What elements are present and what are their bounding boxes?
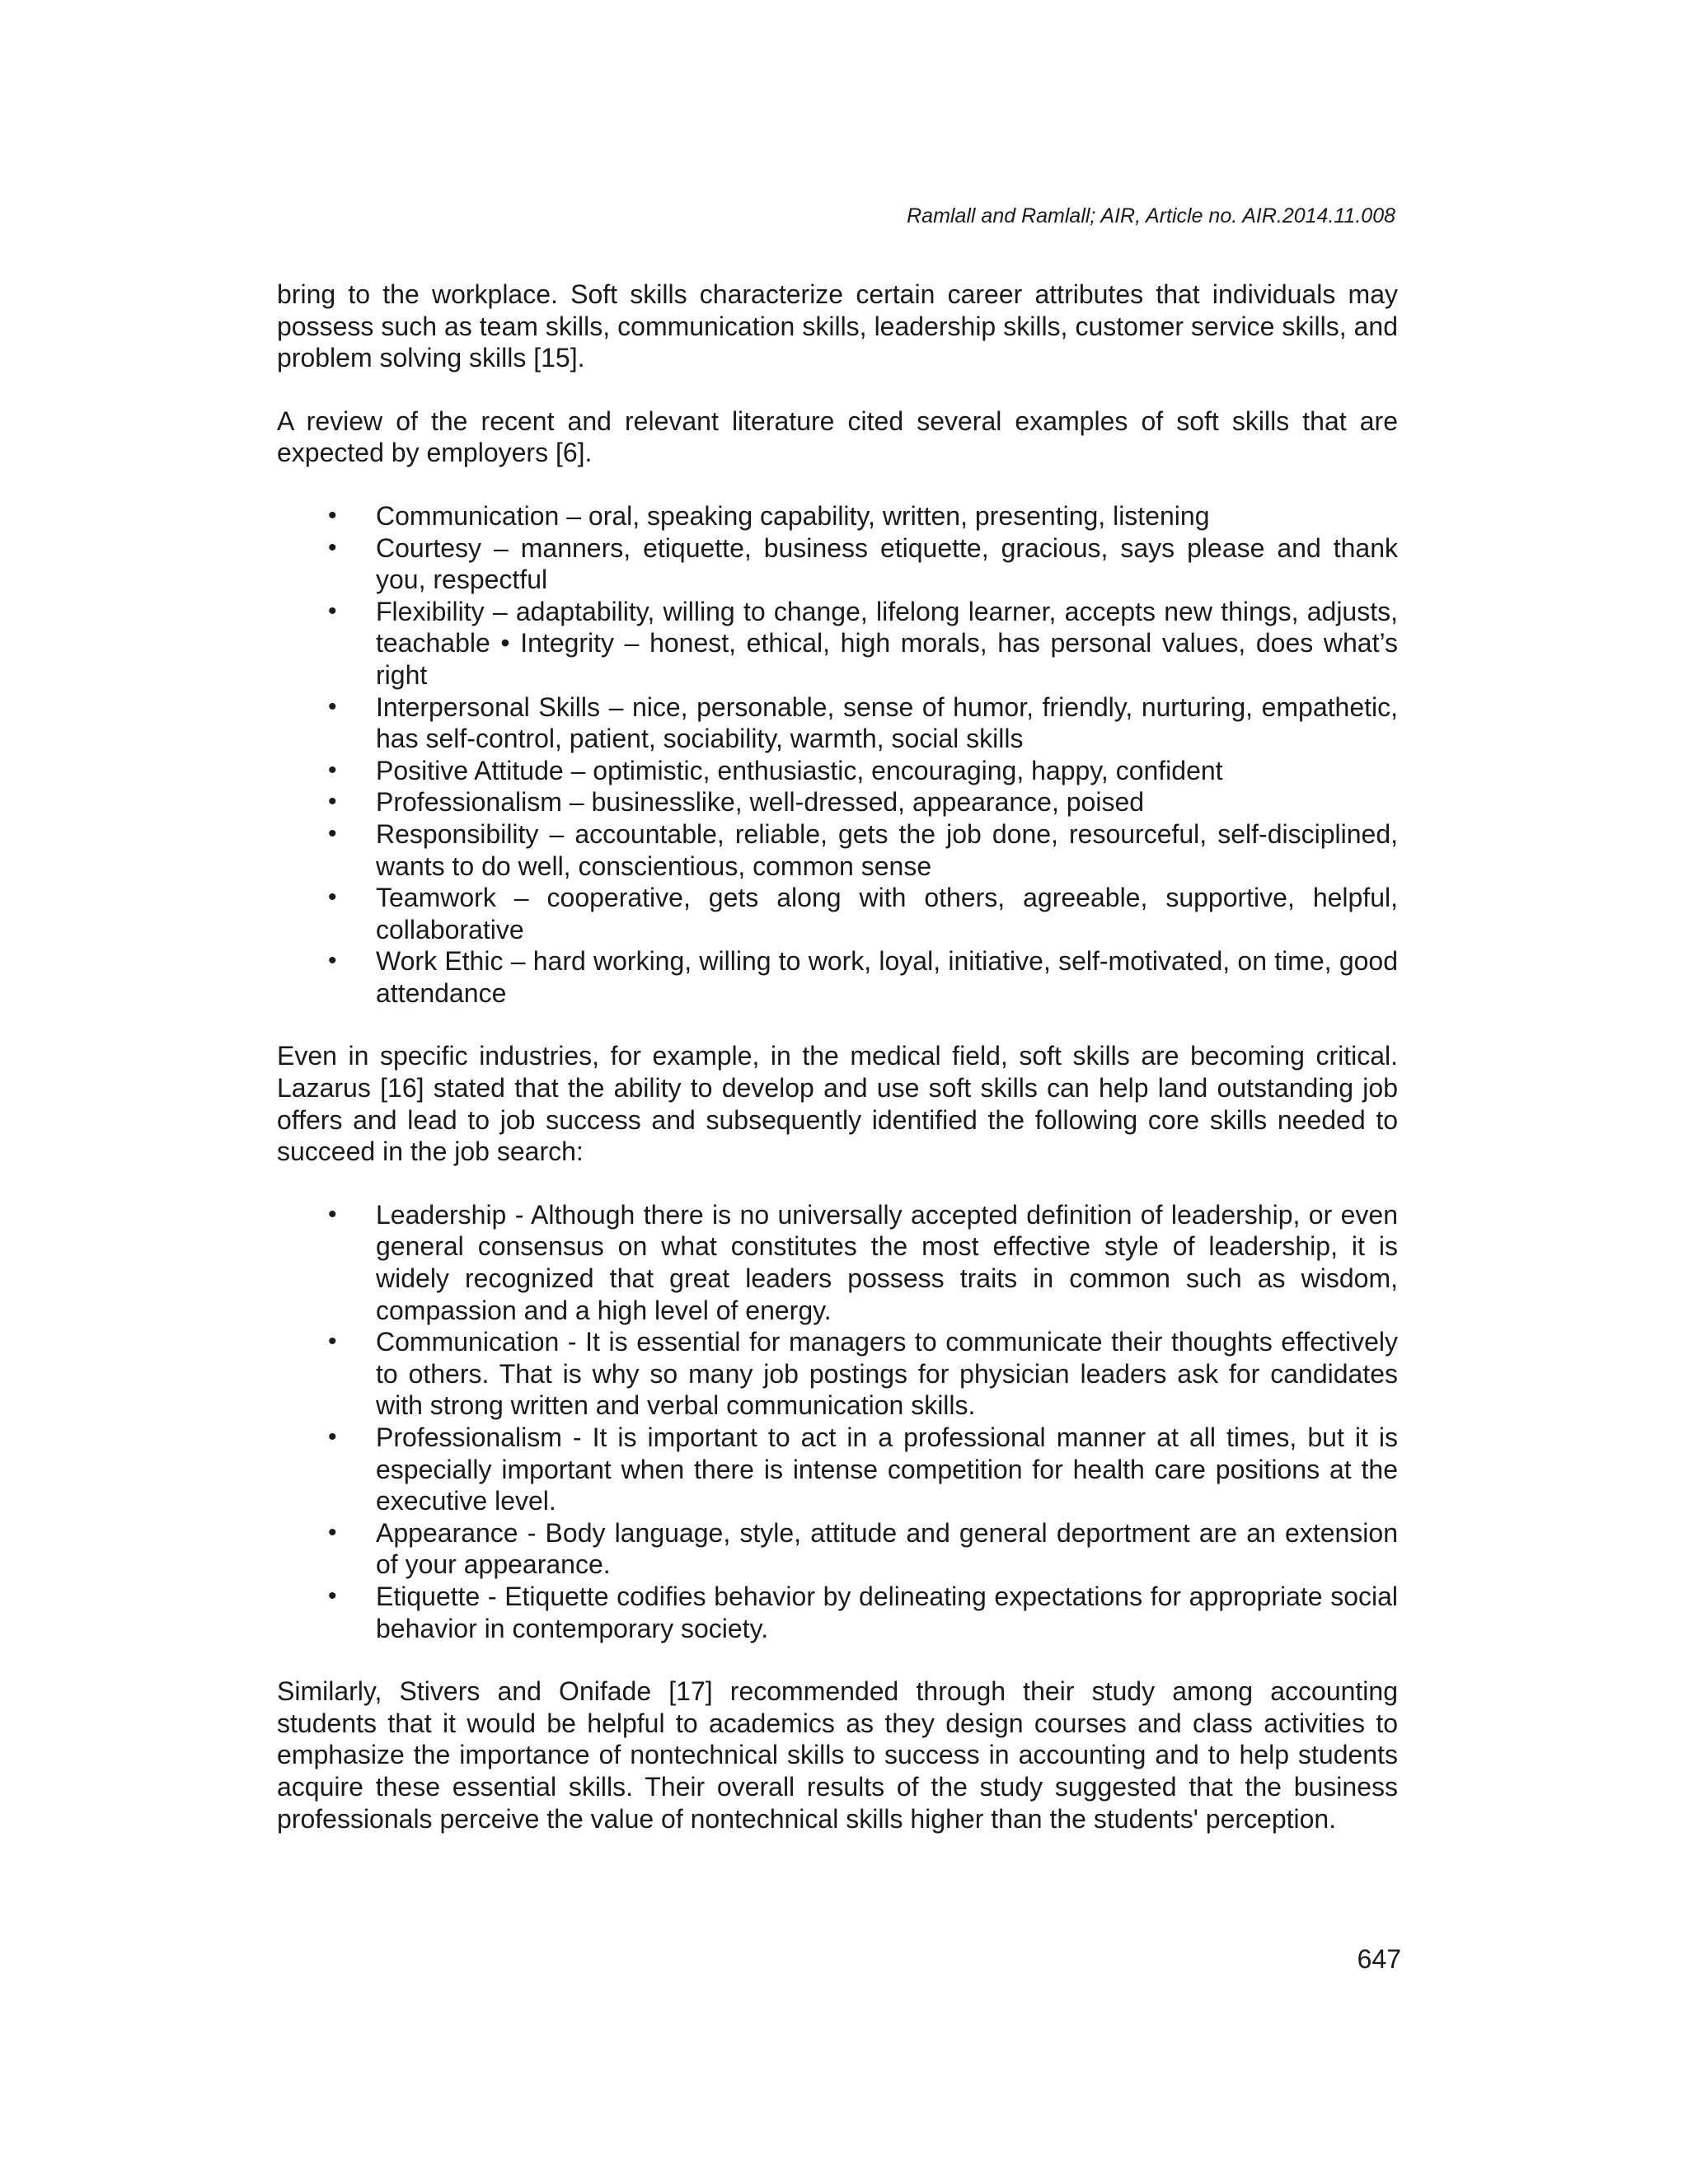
list-item-text: Etiquette - Etiquette codifies behavior by delineating expectations for appropriate social behavior in contemporary society.	[376, 1581, 1398, 1643]
bullet-icon: •	[328, 947, 337, 975]
list-item	[277, 1422, 1398, 1517]
list-item	[277, 1517, 1398, 1581]
bullet-icon: •	[328, 788, 337, 816]
paragraph: Similarly, Stivers and Onifade [17] recommended through their study among accounting students that it would be helpful to academics as they design courses and class activities to emphasize the importance of nontechnical skills to success in accounting and to help students acquire these essential skills. Their overall results of the study suggested that the business professionals perceive the value of nontechnical skills higher than the students' perception.	[277, 1676, 1398, 1834]
bullet-icon: •	[328, 819, 337, 847]
list-item	[277, 945, 1398, 1009]
main-text	[277, 279, 1398, 1866]
bullet-icon: •	[328, 1518, 337, 1546]
list-item-text: Flexibility – adaptability, willing to change, lifelong learner, accepts new things, adjusts, teachable • Integrity – honest, ethical, high morals, has personal values, does what’s right	[376, 596, 1398, 690]
list-item	[277, 1581, 1398, 1644]
bullet-icon: •	[328, 1582, 337, 1610]
soft-skills-list	[277, 500, 1398, 1010]
list-item-text: Courtesy – manners, etiquette, business etiquette, gracious, says please and thank you, respectful	[376, 532, 1398, 595]
paragraph: Even in specific industries, for example, in the medical field, soft skills are becoming critical. Lazarus [16] stated that the ability to develop and use soft skills can help land outstanding job offers and lead to job success and subsequently identified the following core skills needed to succeed in the job search:	[277, 1041, 1398, 1167]
core-skills-list	[277, 1199, 1398, 1644]
bullet-icon: •	[328, 1200, 337, 1228]
list-item	[277, 500, 1398, 532]
bullet-icon: •	[328, 597, 337, 625]
list-item	[277, 1326, 1398, 1422]
list-item	[277, 786, 1398, 818]
list-item-text: Communication – oral, speaking capability, written, presenting, listening	[376, 500, 1210, 531]
list-item	[277, 755, 1398, 787]
bullet-icon: •	[328, 1328, 337, 1356]
running-header: Ramlall and Ramlall; AIR, Article no. AIR.2014.11.008	[907, 204, 1395, 227]
list-item-text: Responsibility – accountable, reliable, gets the job done, resourceful, self-disciplined, wants to do well, conscientious, common sense	[376, 818, 1398, 881]
paragraph: bring to the workplace. Soft skills characterize certain career attributes that individuals may possess such as team skills, communication skills, leadership skills, customer service skills, and problem solving skills [15].	[277, 279, 1398, 373]
paragraph: A review of the recent and relevant literature cited several examples of soft skills that are expected by employers [6].	[277, 405, 1398, 468]
page-number: 647	[1357, 1944, 1401, 1974]
list-item	[277, 1199, 1398, 1326]
list-item	[277, 818, 1398, 882]
bullet-icon: •	[328, 1423, 337, 1451]
bullet-icon: •	[328, 533, 337, 561]
list-item-text: Positive Attitude – optimistic, enthusiastic, encouraging, happy, confident	[376, 755, 1223, 785]
bullet-icon: •	[328, 692, 337, 720]
list-item-text: Professionalism – businesslike, well-dressed, appearance, poised	[376, 787, 1145, 818]
list-item-text: Work Ethic – hard working, willing to work, loyal, initiative, self-motivated, on time, good attendance	[376, 946, 1398, 1008]
list-item	[277, 532, 1398, 596]
list-item-text: Communication - It is essential for managers to communicate their thoughts effectively to others. That is why so many job postings for physician leaders ask for candidates with strong written and verbal communication skills.	[376, 1327, 1398, 1421]
list-item	[277, 882, 1398, 945]
list-item-text: Leadership - Although there is no universally accepted definition of leadership, or even general consensus on what constitutes the most effective style of leadership, it is widely recognized that great leaders possess traits in common such as wisdom, compassion and a high level of energy.	[376, 1199, 1398, 1325]
list-item-text: Interpersonal Skills – nice, personable, sense of humor, friendly, nurturing, empathetic, has self-control, patient, sociability, warmth, social skills	[376, 691, 1398, 754]
bullet-icon: •	[328, 756, 337, 784]
list-item	[277, 596, 1398, 691]
bullet-icon: •	[328, 883, 337, 912]
list-item	[277, 691, 1398, 755]
list-item-text: Appearance - Body language, style, attitude and general deportment are an extension of your appearance.	[376, 1517, 1398, 1580]
bullet-icon: •	[328, 501, 337, 529]
list-item-text: Professionalism - It is important to act in a professional manner at all times, but it is especially important when there is intense competition for health care positions at the executive level.	[376, 1422, 1398, 1516]
list-item-text: Teamwork – cooperative, gets along with others, agreeable, supportive, helpful, collaborative	[376, 883, 1398, 944]
